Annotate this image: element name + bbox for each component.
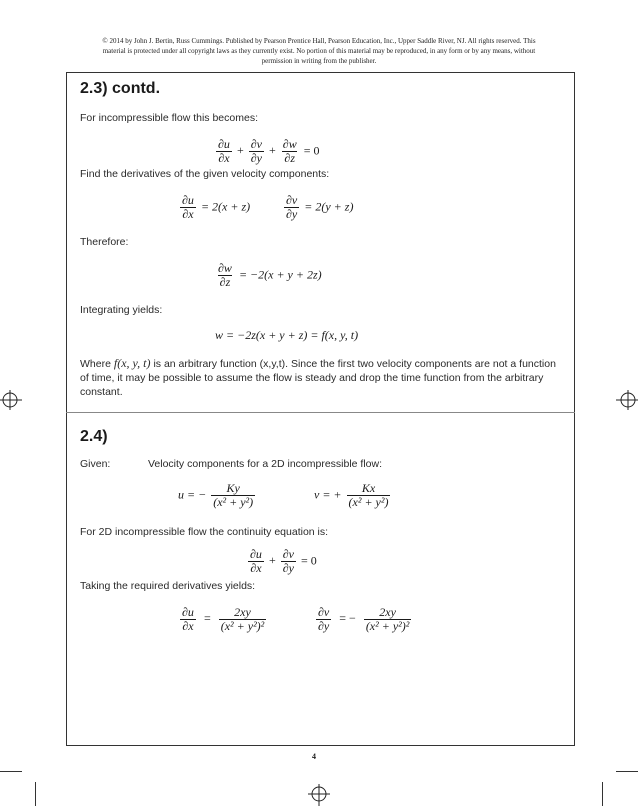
- paragraph-integrating: Integrating yields:: [80, 304, 163, 316]
- section-heading-2-4: 2.4): [80, 428, 108, 445]
- equation-dv-dy-result: $\frac{\partial v}{\partial y}$ = − $\frac{2xy}{\text{(x² + y²)²}}$: [318, 605, 410, 633]
- paragraph-required-derivatives: Taking the required derivatives yields:: [80, 580, 256, 592]
- crop-mark-bottom-right-h: [616, 771, 638, 772]
- equation-dv-dy: $\frac{\partial v}{\partial y}$ = 2(y + z): [286, 193, 354, 221]
- paragraph-arbitrary-function: Where f(x, y, t) is an arbitrary function (x,y,t). Since the first two velocity components are not a function of time, it may be possible to assume the flow is steady and drop the time function from the arbitrary constant.: [80, 356, 556, 398]
- paragraph-therefore: Therefore:: [80, 236, 129, 248]
- section-divider: [66, 412, 575, 413]
- registration-mark-right-icon: [614, 388, 638, 412]
- page-number: 4: [312, 752, 316, 761]
- equation-w-integrated: w = −2z(x + y + z) = f(x, y, t): [215, 328, 359, 342]
- equation-continuity-2d: $\frac{\partial u}{\partial x}$ + $\frac{\partial v}{\partial y}$ = 0: [250, 547, 317, 575]
- registration-mark-bottom-icon: [306, 782, 332, 806]
- registration-mark-left-icon: [0, 388, 24, 412]
- equation-v-velocity: v = + $\frac{Kx}{\text{(x² + y²)}}$: [314, 481, 389, 509]
- equation-du-dx: $\frac{\partial u}{\partial x}$ = 2(x + z): [182, 193, 251, 221]
- paragraph-incompressible: For incompressible flow this becomes:: [80, 112, 258, 124]
- equation-continuity-3d: $\frac{\partial u}{\partial x}$ + $\frac{\partial v}{\partial y}$ + $\frac{\partial w}{\partial z}$ = 0: [218, 137, 320, 165]
- equation-du-dx-result: $\frac{\partial u}{\partial x}$ = $\frac{2xy}{\text{(x² + y²)²}}$: [182, 605, 265, 633]
- equation-u-velocity: u = − $\frac{Ky}{\text{(x² + y²)}}$: [178, 481, 254, 509]
- copyright-notice: © 2014 by John J. Bertin, Russ Cummings. Published by Pearson Prentice Hall, Pearson Education, Inc., Upper Saddle River, NJ. All rights reserved. This material is protected under all copyright laws as they currently exist. No portion of this material may be reproduced, in any form or by any means, without permission in writing from the publisher.: [102, 37, 536, 65]
- equation-dw-dz: $\frac{\partial w}{\partial z}$ = −2(x + y + 2z): [218, 261, 322, 289]
- paragraph-2d-continuity: For 2D incompressible flow the continuity equation is:: [80, 526, 329, 538]
- paragraph-find-derivatives: Find the derivatives of the given velocity components:: [80, 168, 330, 180]
- crop-mark-bottom-left-h: [0, 771, 22, 772]
- crop-mark-bottom-right-v: [602, 782, 603, 806]
- given-text: Velocity components for a 2D incompressible flow:: [148, 458, 383, 470]
- given-label: Given:: [80, 458, 111, 470]
- crop-mark-bottom-left-v: [35, 782, 36, 806]
- section-heading-2-3: 2.3) contd.: [80, 80, 161, 97]
